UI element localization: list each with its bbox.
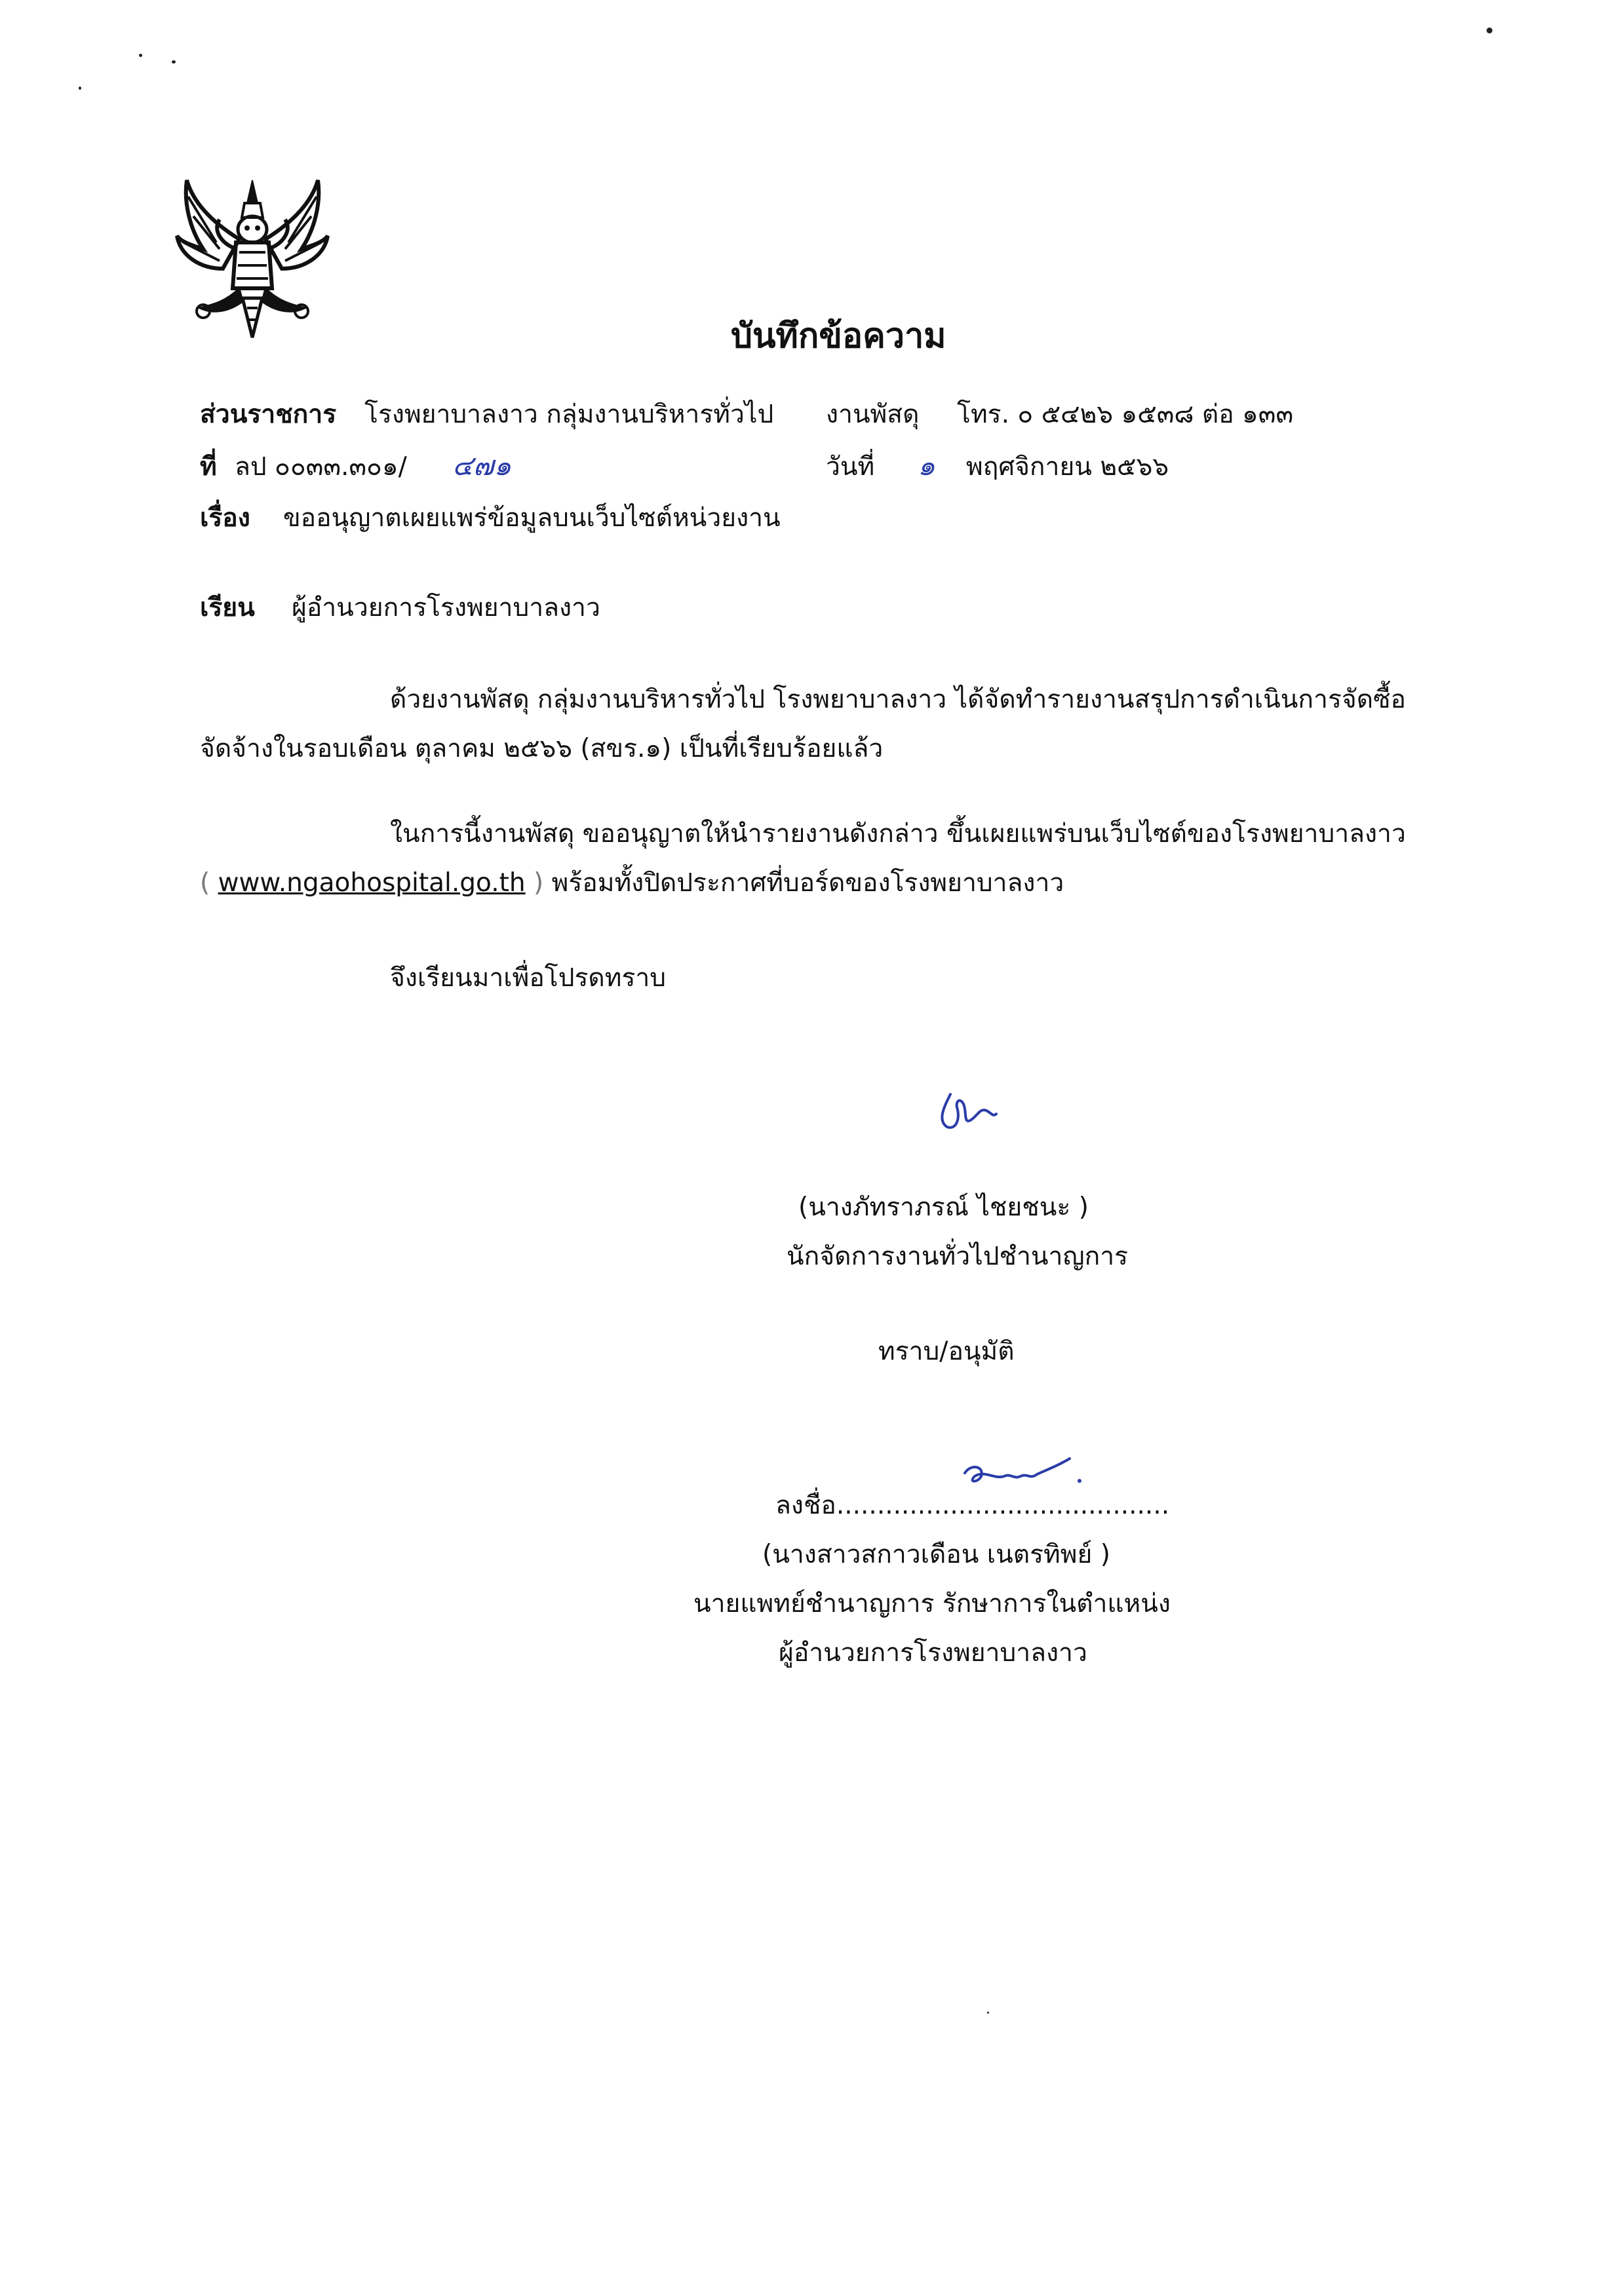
director-name: (นางสาวสกาวเดือน เนตรทิพย์ )	[762, 1540, 1110, 1569]
body-paragraph1-line2: จัดจ้างในรอบเดือน ตุลาคม ๒๕๖๖ (สขร.๑) เป็นที่เรียบร้อยแล้ว	[200, 734, 884, 763]
body-paragraph2-rest: พร้อมทั้งปิดประกาศที่บอร์ดของโรงพยาบาลงาว	[551, 868, 1064, 898]
date-day-handwritten: ๑	[918, 450, 935, 482]
date-month-year: พฤศจิกายน ๒๕๖๖	[966, 452, 1169, 482]
memo-title: บันทึกข้อความ	[731, 316, 946, 356]
body-closing: จึงเรียนมาเพื่อโปรดทราบ	[390, 963, 667, 993]
ref-prefix: ลป ๐๐๓๓.๓๐๑/	[235, 452, 407, 482]
subject-label: เรื่อง	[200, 503, 250, 533]
ref-handwritten-number: ๔๗๑	[452, 450, 512, 482]
scan-speck	[139, 54, 142, 57]
body-paragraph1-line1: ด้วยงานพัสดุ กลุ่มงานบริหารทั่วไป โรงพยาบาลงาว ได้จัดทำรายงานสรุปการดำเนินการจัดซื้อ	[390, 685, 1406, 714]
salutation-label: เรียน	[200, 593, 255, 622]
date-label: วันที่	[826, 452, 875, 482]
approval-text: ทราบ/อนุมัติ	[878, 1337, 1015, 1366]
garuda-emblem-icon	[174, 177, 331, 341]
body-paragraph2-line1: ในการนี้งานพัสดุ ขออนุญาตให้นำรายงานดังกล่าว ขึ้นเผยแพร่บนเว็บไซต์ของโรงพยาบาลงาว	[390, 819, 1406, 849]
agency-phone: โทร. ๐ ๕๔๒๖ ๑๕๓๘ ต่อ ๑๓๓	[957, 400, 1294, 429]
sender-name: (นางภัทราภรณ์ ไชยชนะ )	[798, 1193, 1089, 1222]
scan-speck	[1487, 28, 1492, 33]
body-paragraph2-line2	[200, 868, 1064, 899]
url-paren-close: )	[534, 868, 544, 898]
agency-label: ส่วนราชการ	[200, 400, 337, 429]
subject-value: ขออนุญาตเผยแพร่ข้อมูลบนเว็บไซต์หน่วยงาน	[283, 503, 781, 533]
scan-speck	[172, 60, 176, 64]
director-position1: นายแพทย์ชำนาญการ รักษาการในตำแหน่ง	[693, 1589, 1171, 1618]
agency-unit: งานพัสดุ	[826, 400, 920, 429]
director-position2: ผู้อำนวยการโรงพยาบาลงาว	[779, 1638, 1087, 1668]
website-link[interactable]: www.ngaohospital.go.th	[218, 868, 526, 898]
url-paren-open: (	[200, 868, 210, 898]
sender-position: นักจัดการงานทั่วไปชำนาญการ	[787, 1242, 1129, 1271]
sign-label: ลงชื่อ.........................................	[775, 1491, 1170, 1520]
scan-speck	[79, 86, 81, 90]
agency-value: โรงพยาบาลงาว กลุ่มงานบริหารทั่วไป	[364, 400, 774, 429]
salutation-value: ผู้อำนวยการโรงพยาบาลงาว	[292, 593, 600, 622]
sender-signature	[931, 1081, 1003, 1140]
ref-label: ที่	[200, 452, 217, 482]
scan-speck	[987, 2012, 989, 2014]
